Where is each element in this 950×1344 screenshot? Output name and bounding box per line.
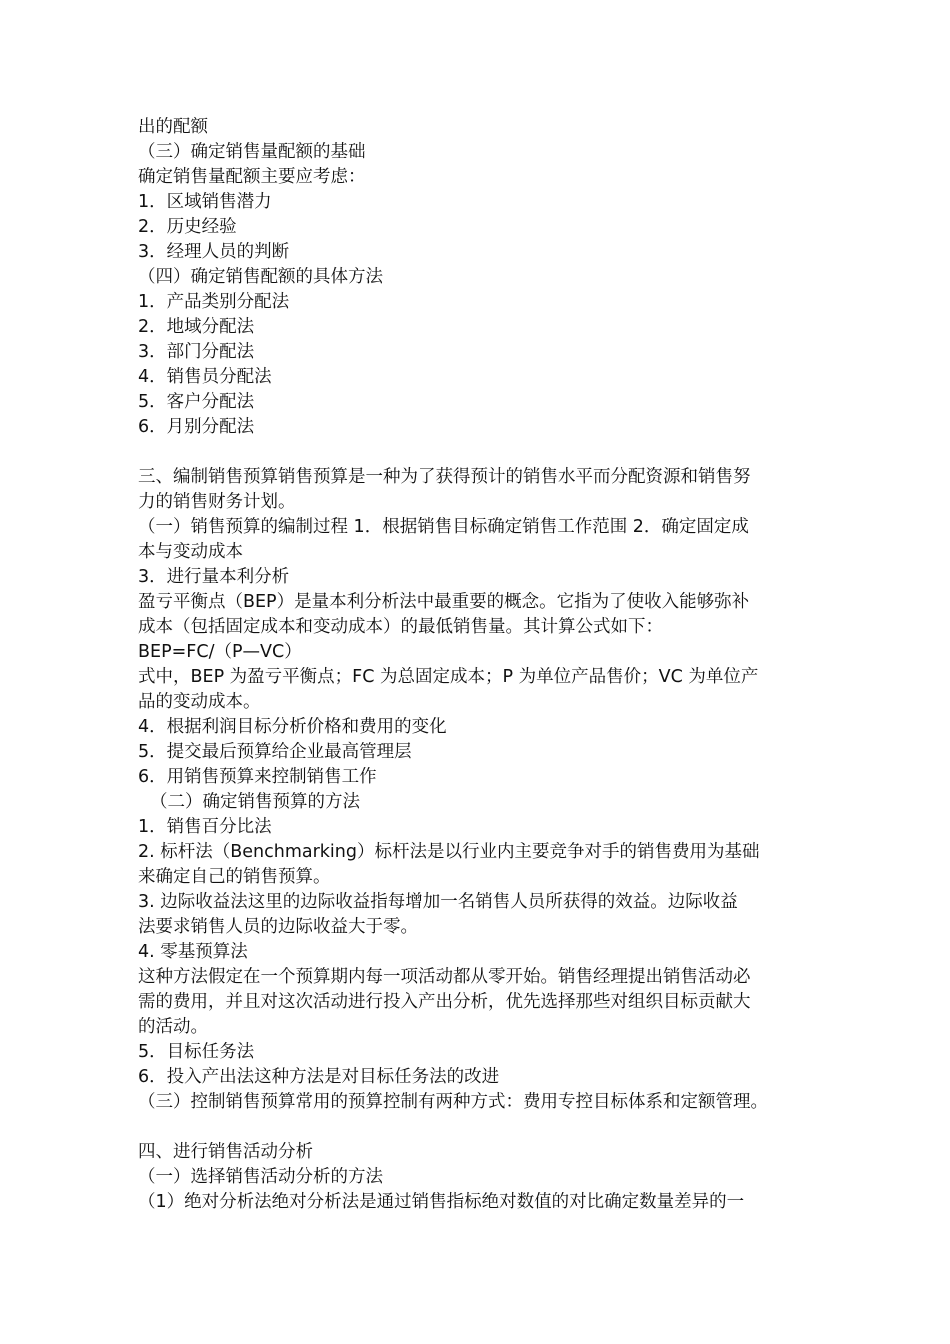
text-line: BEP=FC/（P—VC） [138,642,302,662]
text-line: （1）绝对分析法绝对分析法是通过销售指标绝对数值的对比确定数量差异的一 [138,1192,745,1212]
text-line: 6．投入产出法这种方法是对目标任务法的改进 [138,1067,500,1087]
blank-line [138,440,828,465]
text-line: 三、编制销售预算销售预算是一种为了获得预计的销售水平而分配资源和销售努 [138,467,751,487]
blank-line [138,1115,828,1140]
text-line: 1．区域销售潜力 [138,192,272,212]
text-line: 品的变动成本。 [138,692,261,712]
text-line: 3．进行量本利分析 [138,567,290,587]
text-line: 5．目标任务法 [138,1042,255,1062]
text-line: 法要求销售人员的边际收益大于零。 [138,917,418,937]
text-line: （三）确定销售量配额的基础 [138,142,366,162]
text-line: 的活动。 [138,1017,208,1037]
text-line: 出的配额 [138,117,208,137]
text-line: （一）选择销售活动分析的方法 [138,1167,383,1187]
text-line: 成本（包括固定成本和变动成本）的最低销售量。其计算公式如下： [138,617,663,637]
text-line: 4．销售员分配法 [138,367,272,387]
text-line: （二）确定销售预算的方法 [150,792,360,812]
text-line: 6．月别分配法 [138,417,255,437]
text-line: 盈亏平衡点（BEP）是量本利分析法中最重要的概念。它指为了使收入能够弥补 [138,592,750,612]
text-line: 四、进行销售活动分析 [138,1142,313,1162]
text-line: 6．用销售预算来控制销售工作 [138,767,377,787]
text-line: 力的销售财务计划。 [138,492,296,512]
text-line: （三）控制销售预算常用的预算控制有两种方式：费用专控目标体系和定额管理。 [138,1092,768,1112]
text-line: 4．根据利润目标分析价格和费用的变化 [138,717,447,737]
document-body [138,115,828,1215]
text-line: （一）销售预算的编制过程 1．根据销售目标确定销售工作范围 2．确定固定成 [138,517,749,537]
text-line: 3. 边际收益法这里的边际收益指每增加一名销售人员所获得的效益。边际收益 [138,892,738,912]
text-line: 5．客户分配法 [138,392,255,412]
text-line: 需的费用，并且对这次活动进行投入产出分析，优先选择那些对组织目标贡献大 [138,992,751,1012]
text-line: （四）确定销售配额的具体方法 [138,267,383,287]
text-line: 确定销售量配额主要应考虑： [138,167,366,187]
text-line: 式中，BEP 为盈亏平衡点；FC 为总固定成本；P 为单位产品售价；VC 为单位产 [138,667,759,687]
text-line: 来确定自己的销售预算。 [138,867,331,887]
text-line: 本与变动成本 [138,542,243,562]
text-line: 2．历史经验 [138,217,237,237]
text-line: 2. 标杆法（Benchmarking）标杆法是以行业内主要竞争对手的销售费用为基础 [138,842,760,862]
text-line: 1．销售百分比法 [138,817,272,837]
text-line: 这种方法假定在一个预算期内每一项活动都从零开始。销售经理提出销售活动必 [138,967,751,987]
text-line: 3．部门分配法 [138,342,255,362]
text-line: 3．经理人员的判断 [138,242,290,262]
text-line: 1．产品类别分配法 [138,292,290,312]
text-line: 2．地域分配法 [138,317,255,337]
text-line: 5．提交最后预算给企业最高管理层 [138,742,412,762]
text-line: 4. 零基预算法 [138,942,248,962]
